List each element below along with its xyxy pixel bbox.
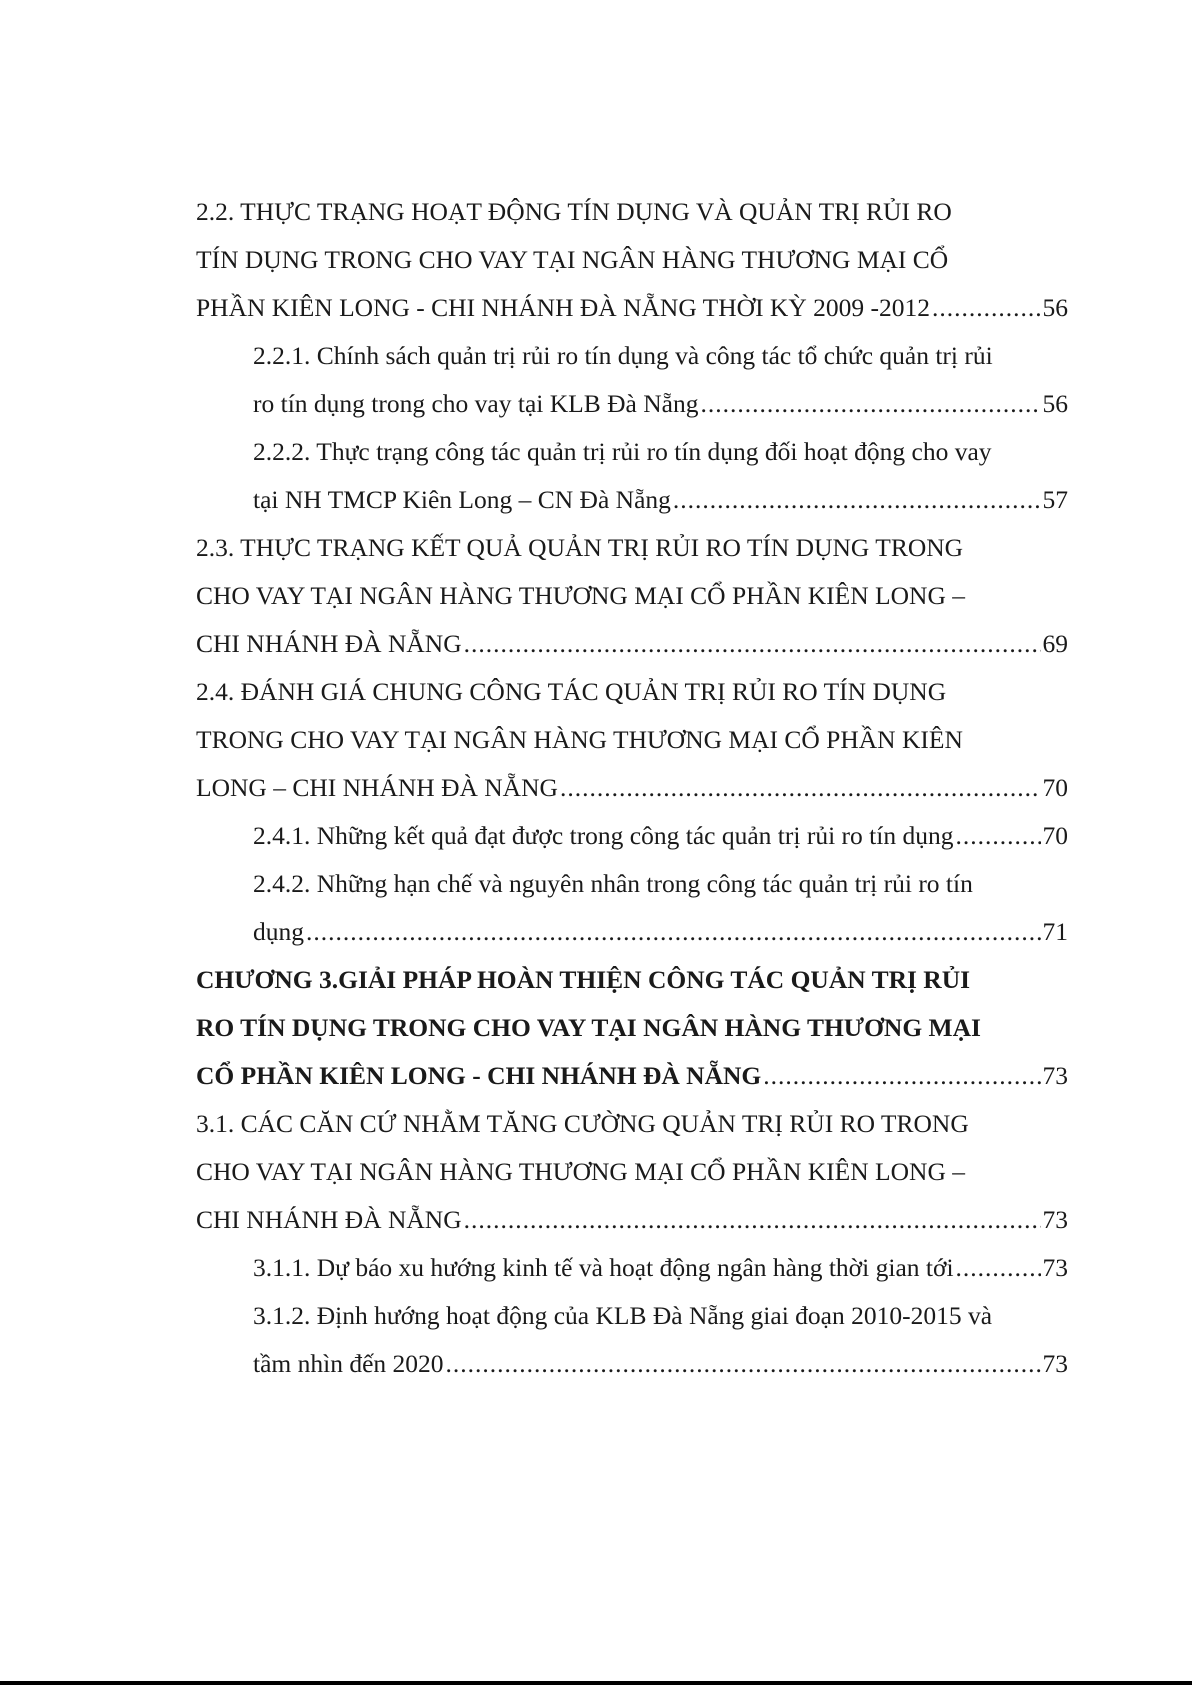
toc-entry-text: RO TÍN DỤNG TRONG CHO VAY TẠI NGÂN HÀNG THƯƠNG MẠI <box>196 1013 981 1042</box>
toc-entry-2-4-1 <box>196 812 1068 860</box>
toc-line <box>196 1052 1068 1100</box>
dot-leader <box>955 812 1040 860</box>
toc-page-number: 69 <box>1042 629 1068 658</box>
toc-line <box>196 284 1068 332</box>
dot-leader <box>560 764 1041 812</box>
toc-line <box>196 860 1068 908</box>
toc-entry-text: 2.2.1. Chính sách quản trị rủi ro tín dụng và công tác tổ chức quản trị rủi <box>253 341 993 370</box>
toc-entry-2-4 <box>196 668 1068 812</box>
toc-entry-text: CHO VAY TẠI NGÂN HÀNG THƯƠNG MẠI CỔ PHẦN KIÊN LONG – <box>196 581 965 610</box>
toc-line <box>196 1004 1068 1052</box>
toc-page-number: 73 <box>1042 1349 1068 1378</box>
toc-entry-text: CHI NHÁNH ĐÀ NẴNG <box>196 629 462 658</box>
toc-entry-text: 2.4. ĐÁNH GIÁ CHUNG CÔNG TÁC QUẢN TRỊ RỦI RO TÍN DỤNG <box>196 677 947 706</box>
toc-page-number: 73 <box>1042 1061 1068 1090</box>
table-of-contents <box>196 188 1068 1388</box>
toc-entry-text: CHƯƠNG 3.GIẢI PHÁP HOÀN THIỆN CÔNG TÁC QUẢN TRỊ RỦI <box>196 965 971 994</box>
toc-page-number: 71 <box>1042 917 1068 946</box>
toc-entry-2-2-2 <box>196 428 1068 524</box>
toc-entry-text: 2.4.2. Những hạn chế và nguyên nhân trong công tác quản trị rủi ro tín <box>253 869 973 898</box>
toc-entry-text: 2.2.2. Thực trạng công tác quản trị rủi ro tín dụng đối hoạt động cho vay <box>253 437 992 466</box>
page-bottom-border <box>0 1681 1192 1685</box>
toc-entry-3-1 <box>196 1100 1068 1244</box>
toc-entry-text: CHO VAY TẠI NGÂN HÀNG THƯƠNG MẠI CỔ PHẦN KIÊN LONG – <box>196 1157 965 1186</box>
toc-entry-text: 3.1.2. Định hướng hoạt động của KLB Đà Nẵng giai đoạn 2010-2015 và <box>253 1301 993 1330</box>
toc-line <box>196 524 1068 572</box>
toc-line <box>196 236 1068 284</box>
toc-page-number: 70 <box>1042 821 1068 850</box>
toc-line <box>196 572 1068 620</box>
toc-entry-text: 2.2. THỰC TRẠNG HOẠT ĐỘNG TÍN DỤNG VÀ QUẢN TRỊ RỦI RO <box>196 197 952 226</box>
toc-entry-2-3 <box>196 524 1068 668</box>
toc-entry-text: dụng <box>253 917 304 946</box>
toc-entry-text: 3.1.1. Dự báo xu hướng kinh tế và hoạt động ngân hàng thời gian tới <box>253 1253 954 1282</box>
toc-entry-2-2 <box>196 188 1068 332</box>
toc-line <box>196 380 1068 428</box>
dot-leader <box>446 1340 1041 1388</box>
toc-line <box>196 716 1068 764</box>
toc-entry-chapter-3 <box>196 956 1068 1100</box>
toc-page-number: 56 <box>1042 293 1068 322</box>
toc-page-number: 56 <box>1042 389 1068 418</box>
toc-line <box>196 1292 1068 1340</box>
toc-entry-2-2-1 <box>196 332 1068 428</box>
toc-entry-text: CHI NHÁNH ĐÀ NẴNG <box>196 1205 462 1234</box>
toc-entry-text: PHẦN KIÊN LONG - CHI NHÁNH ĐÀ NẴNG THỜI KỲ 2009 -2012 <box>196 293 931 322</box>
toc-entry-text: tại NH TMCP Kiên Long – CN Đà Nẵng <box>253 485 671 514</box>
toc-line <box>196 476 1068 524</box>
toc-line <box>196 620 1068 668</box>
toc-page-number: 73 <box>1042 1205 1068 1234</box>
toc-entry-text: 2.3. THỰC TRẠNG KẾT QUẢ QUẢN TRỊ RỦI RO TÍN DỤNG TRONG <box>196 533 964 562</box>
dot-leader <box>763 1052 1040 1100</box>
toc-line <box>196 668 1068 716</box>
toc-line <box>196 764 1068 812</box>
toc-page-number: 73 <box>1042 1253 1068 1282</box>
dot-leader <box>464 1196 1041 1244</box>
toc-line <box>196 956 1068 1004</box>
toc-line <box>196 908 1068 956</box>
toc-line <box>196 1148 1068 1196</box>
dot-leader <box>932 284 1040 332</box>
dot-leader <box>673 476 1041 524</box>
toc-entry-text: CỔ PHẦN KIÊN LONG - CHI NHÁNH ĐÀ NẴNG <box>196 1061 762 1090</box>
dot-leader <box>700 380 1040 428</box>
toc-entry-text: tầm nhìn đến 2020 <box>253 1349 444 1378</box>
toc-line <box>196 812 1068 860</box>
toc-line <box>196 332 1068 380</box>
toc-page-number: 70 <box>1042 773 1068 802</box>
toc-line <box>196 1196 1068 1244</box>
toc-line <box>196 1244 1068 1292</box>
toc-entry-3-1-2 <box>196 1292 1068 1388</box>
toc-entry-text: 2.4.1. Những kết quả đạt được trong công tác quản trị rủi ro tín dụng <box>253 821 954 850</box>
dot-leader <box>464 620 1041 668</box>
toc-line <box>196 1340 1068 1388</box>
toc-entry-text: ro tín dụng trong cho vay tại KLB Đà Nẵng <box>253 389 699 418</box>
toc-entry-3-1-1 <box>196 1244 1068 1292</box>
toc-page-number: 57 <box>1042 485 1068 514</box>
toc-entry-text: TRONG CHO VAY TẠI NGÂN HÀNG THƯƠNG MẠI CỔ PHẦN KIÊN <box>196 725 963 754</box>
dot-leader <box>956 1244 1041 1292</box>
toc-line <box>196 188 1068 236</box>
toc-entry-text: 3.1. CÁC CĂN CỨ NHẰM TĂNG CƯỜNG QUẢN TRỊ RỦI RO TRONG <box>196 1109 969 1138</box>
toc-entry-2-4-2 <box>196 860 1068 956</box>
dot-leader <box>306 908 1041 956</box>
toc-line <box>196 1100 1068 1148</box>
toc-entry-text: TÍN DỤNG TRONG CHO VAY TẠI NGÂN HÀNG THƯƠNG MẠI CỔ <box>196 245 949 274</box>
toc-entry-text: LONG – CHI NHÁNH ĐÀ NẴNG <box>196 773 558 802</box>
toc-line <box>196 428 1068 476</box>
